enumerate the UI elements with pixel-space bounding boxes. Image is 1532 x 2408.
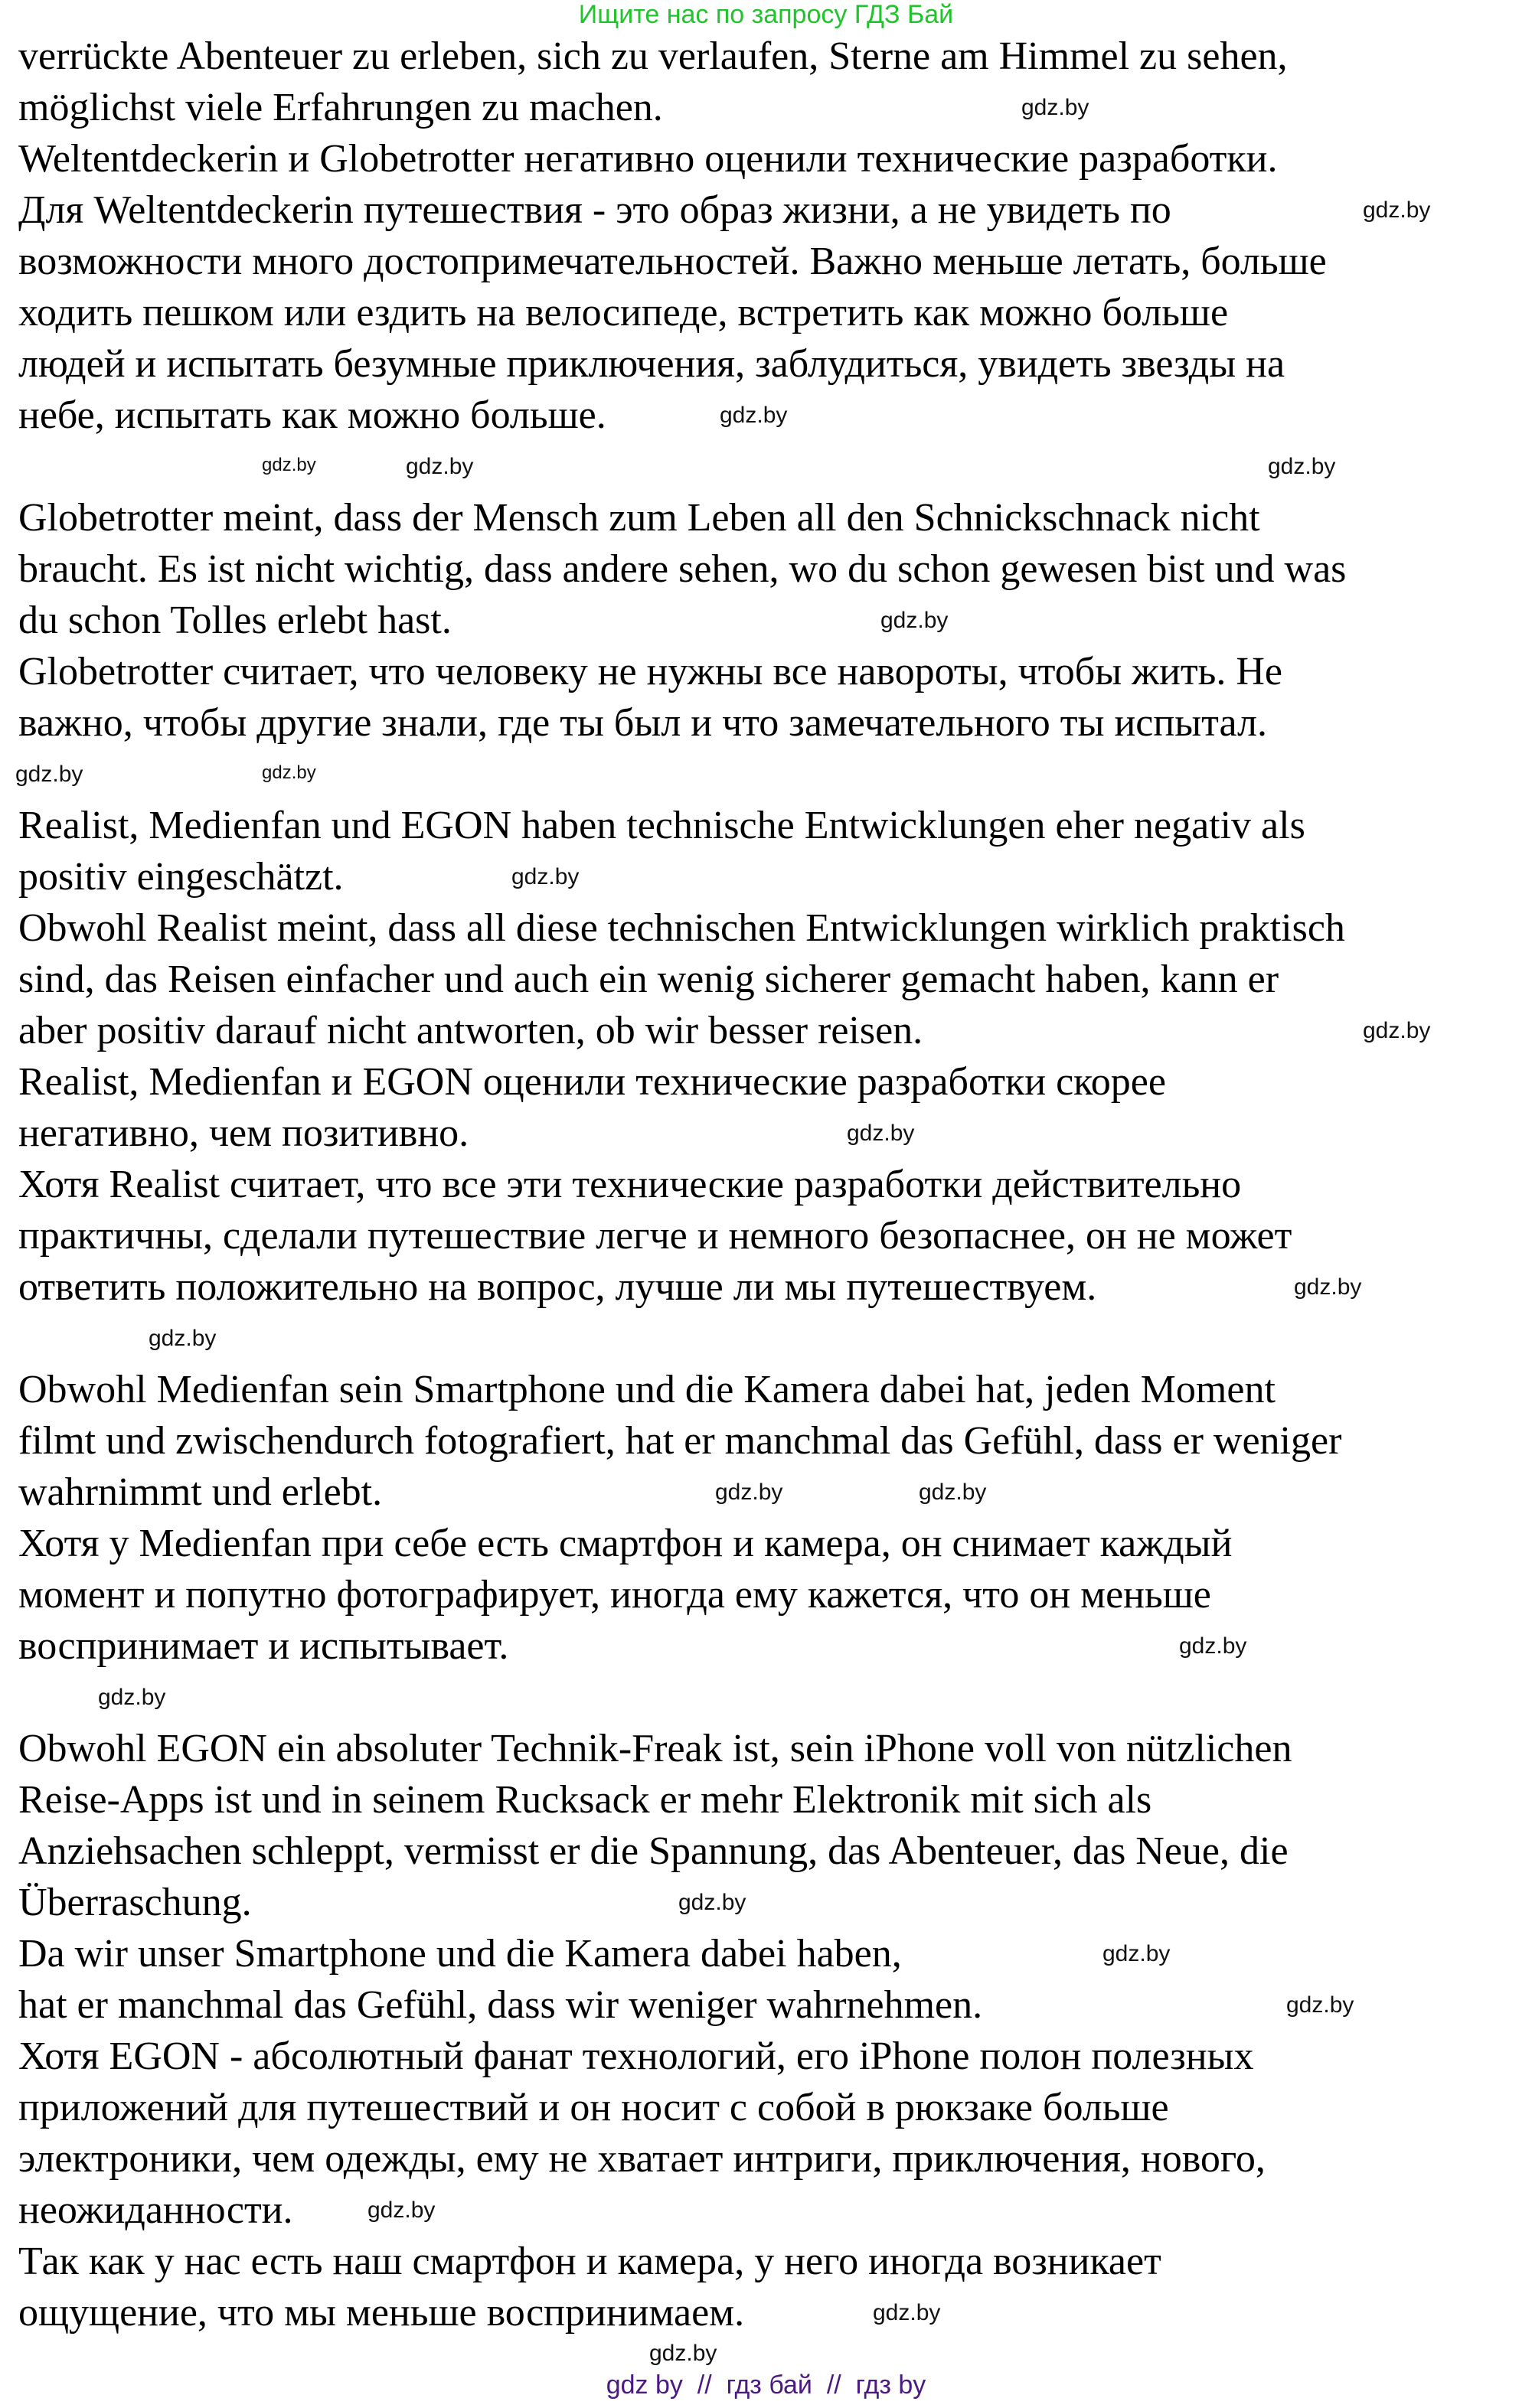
text-line: возможности много достопримечательностей. Важно меньше летать, больше <box>18 240 1327 283</box>
text-line: Globetrotter считает, что человеку не нужны все навороты, чтобы жить. Не <box>18 650 1282 693</box>
text-line: aber positiv darauf nicht antworten, ob wir besser reisen. <box>18 1009 923 1052</box>
watermark: gdz.by <box>1286 1992 1354 2018</box>
text-line: Realist, Medienfan und EGON haben technische Entwicklungen eher negativ als <box>18 804 1305 847</box>
text-line: Obwohl Realist meint, dass all diese technischen Entwicklungen wirklich praktisch <box>18 906 1345 950</box>
text-line: электроники, чем одежды, ему не хватает интриги, приключения, нового, <box>18 2137 1266 2181</box>
text-line: Weltentdeckerin и Globetrotter негативно оценили технические разработки. <box>18 137 1278 181</box>
text-line: sind, das Reisen einfacher und auch ein wenig sicherer gemacht haben, kann er <box>18 958 1279 1001</box>
watermark: gdz.by <box>715 1480 783 1505</box>
text-line: braucht. Es ist nicht wichtig, dass andere sehen, wo du schon gewesen bist und was <box>18 547 1347 591</box>
watermark: gdz.by <box>1363 1018 1431 1043</box>
text-line: Так как у нас есть наш смартфон и камера, у него иногда возникает <box>18 2240 1161 2283</box>
text-line: Obwohl EGON ein absoluter Technik-Freak ist, sein iPhone voll von nützlichen <box>18 1727 1292 1770</box>
text-line: Хотя EGON - абсолютный фанат технологий, его iPhone полон полезных <box>18 2034 1254 2078</box>
watermark: gdz.by <box>678 1890 746 1915</box>
text-line: ходить пешком или ездить на велосипеде, встретить как можно больше <box>18 291 1229 334</box>
text-line: людей и испытать безумные приключения, заблудиться, увидеть звезды на <box>18 342 1285 386</box>
text-line: Anziehsachen schleppt, vermisst er die Spannung, das Abenteuer, das Neue, die <box>18 1829 1289 1873</box>
watermark: gdz.by <box>919 1480 987 1505</box>
watermark: gdz.by <box>649 2341 717 2366</box>
watermark: gdz.by <box>1102 1941 1171 1966</box>
text-line: важно, чтобы другие знали, где ты был и что замечательного ты испытал. <box>18 701 1267 745</box>
text-line: hat er manchmal das Gefühl, dass wir weniger wahrnehmen. <box>18 1983 983 2027</box>
watermark: gdz.by <box>367 2198 436 2223</box>
watermark: gdz.by <box>262 762 316 783</box>
text-line: ощущение, что мы меньше воспринимаем. <box>18 2291 745 2335</box>
text-line: небе, испытать как можно больше. <box>18 393 606 437</box>
text-line: Хотя у Medienfan при себе есть смартфон и камера, он снимает каждый <box>18 1522 1233 1565</box>
watermark: gdz.by <box>511 864 580 889</box>
text-line: positiv eingeschätzt. <box>18 855 344 899</box>
text-line: Globetrotter meint, dass der Mensch zum Leben all den Schnickschnack nicht <box>18 496 1260 540</box>
text-line: du schon Tolles erlebt hast. <box>18 599 452 642</box>
text-line: практичны, сделали путешествие легче и немного безопаснее, он не может <box>18 1214 1292 1258</box>
text-line: момент и попутно фотографирует, иногда ему кажется, что он меньше <box>18 1573 1211 1617</box>
text-line: воспринимает и испытывает. <box>18 1624 509 1668</box>
watermark: gdz.by <box>847 1121 915 1146</box>
search-hint-banner: Ищите нас по запросу ГДЗ Бай <box>578 0 954 29</box>
text-line: Reise-Apps ist und in seinem Rucksack er mehr Elektronik mit sich als <box>18 1778 1152 1822</box>
watermark: gdz.by <box>880 608 949 633</box>
text-line: Realist, Medienfan и EGON оценили технические разработки скорее <box>18 1060 1166 1104</box>
watermark: gdz.by <box>149 1326 217 1351</box>
text-line: приложений для путешествий и он носит с собой в рюкзаке больше <box>18 2086 1169 2129</box>
watermark: gdz.by <box>262 455 316 475</box>
watermark: gdz.by <box>98 1685 166 1710</box>
blank-line <box>18 1313 19 1364</box>
text-line: Для Weltentdeckerin путешествия - это образ жизни, а не увидеть по <box>18 188 1171 232</box>
text-line: ответить положительно на вопрос, лучше ли мы путешествуем. <box>18 1265 1097 1309</box>
text-line: Überraschung. <box>18 1881 252 1924</box>
watermark: gdz.by <box>873 2300 941 2325</box>
blank-line <box>18 1672 19 1723</box>
text-line: wahrnimmt und erlebt. <box>18 1470 383 1514</box>
footer-links: gdz by // гдз бай // гдз by <box>606 2370 926 2400</box>
watermark: gdz.by <box>1294 1274 1362 1300</box>
watermark: gdz.by <box>406 454 474 479</box>
text-line: неожиданности. <box>18 2188 293 2232</box>
text-line: Da wir unser Smartphone und die Kamera dabei haben, <box>18 1932 902 1976</box>
watermark: gdz.by <box>1179 1633 1247 1659</box>
watermark: gdz.by <box>1268 454 1336 479</box>
watermark: gdz.by <box>1363 197 1431 223</box>
text-line: негативно, чем позитивно. <box>18 1111 469 1155</box>
text-line: Хотя Realist считает, что все эти технические разработки действительно <box>18 1163 1242 1206</box>
text-line: filmt und zwischendurch fotografiert, hat er manchmal das Gefühl, dass er weniger <box>18 1419 1342 1463</box>
text-line: Obwohl Medienfan sein Smartphone und die Kamera dabei hat, jeden Moment <box>18 1368 1276 1411</box>
blank-line <box>18 441 19 492</box>
watermark: gdz.by <box>720 403 788 428</box>
text-line: verrückte Abenteuer zu erleben, sich zu verlaufen, Sterne am Himmel zu sehen, <box>18 34 1288 78</box>
watermark: gdz.by <box>15 762 83 787</box>
text-line: möglichst viele Erfahrungen zu machen. <box>18 86 663 129</box>
watermark: gdz.by <box>1021 95 1089 120</box>
